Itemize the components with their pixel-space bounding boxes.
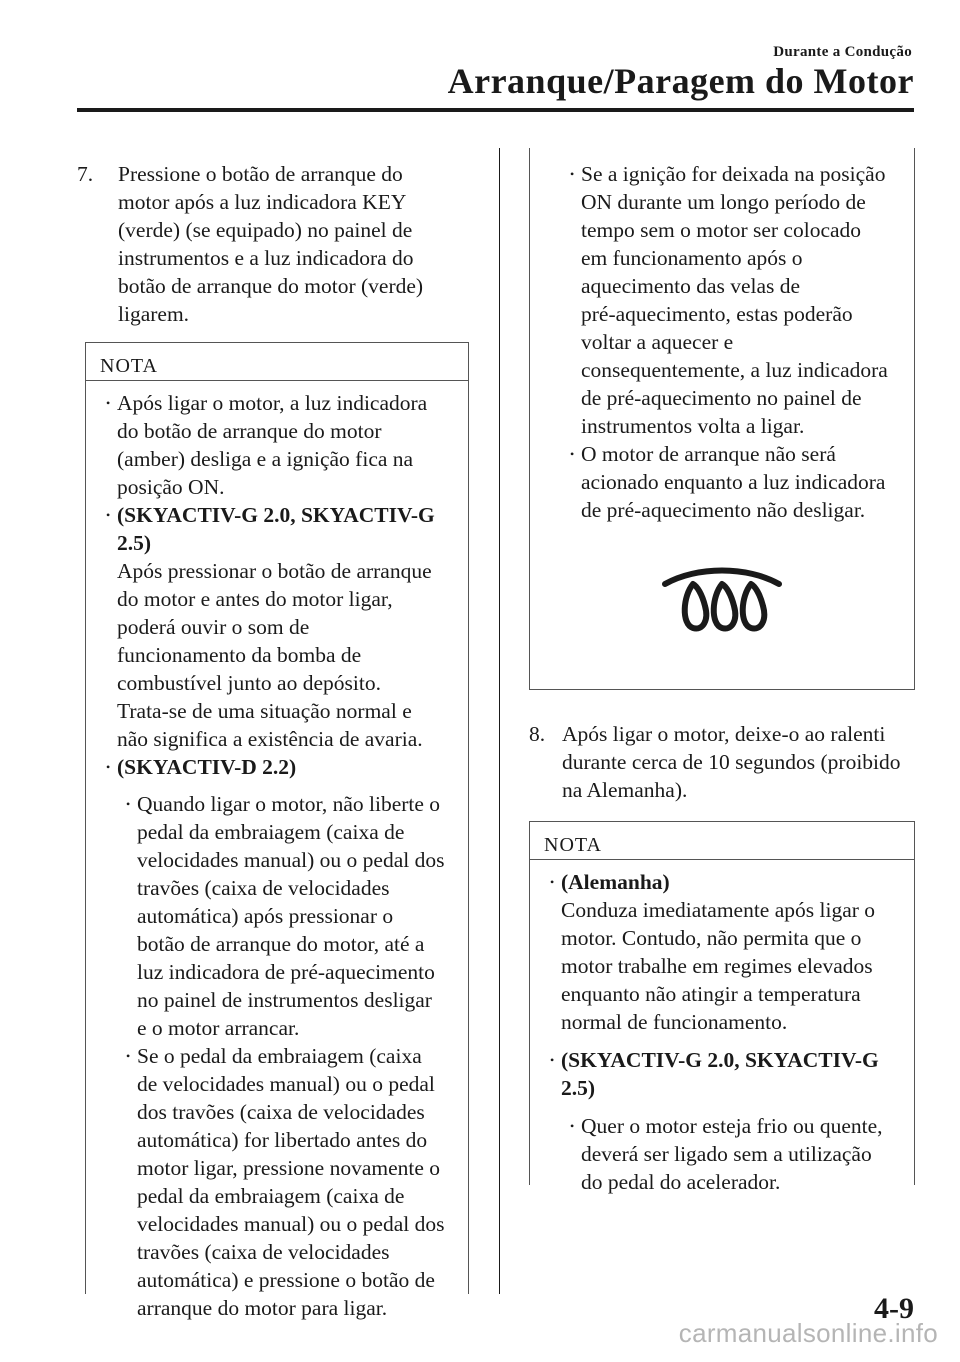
text-line: (amber) desliga e a ignição fica na [117,447,414,471]
note-sub-bullet [530,440,914,524]
text-line: do botão de arranque do motor [117,419,382,443]
text-line: motor após a luz indicadora KEY [118,190,407,214]
text-line: automática) for libertado antes do [137,1128,428,1152]
note-box-continued [529,148,915,690]
column-divider [499,148,500,1294]
bold-line: • (SKYACTIV-G 2.0, SKYACTIV-G [117,503,435,527]
text-line: Após ligar o motor, deixe-o ao ralenti [562,722,886,746]
step-text [118,160,487,328]
text-line: e o motor arrancar. [137,1016,300,1040]
note-sub-bullet [86,790,468,1042]
note-bullet [530,1046,914,1102]
bold-line: • (SKYACTIV-G 2.0, SKYACTIV-G [561,1048,879,1072]
text-line: automática) após pressionar o [137,904,394,928]
bold-line: 2.5) [117,531,152,555]
header-rule [77,108,914,112]
text-line: não significa a existência de avaria. [117,727,423,751]
text-line: tempo sem o motor ser colocado [581,218,862,242]
text-line: na Alemanha). [562,778,688,802]
text-line: automática) e pressione o botão de [137,1268,435,1292]
text-line: pedal da embraiagem (caixa de [137,820,405,844]
note-heading: NOTA [530,822,914,860]
text-line: enquanto não atingir a temperatura [561,982,861,1006]
page-title: Arranque/Paragem do Motor [447,61,914,101]
text-line: do pedal do acelerador. [581,1170,781,1194]
section-label: Durante a Condução [773,44,912,60]
page-number: 4-9 [874,1292,914,1325]
text-line: • Se a ignição for deixada na posição [581,162,886,186]
text-line: Pressione o botão de arranque do [118,162,403,186]
note-sub-bullet [530,160,914,440]
text-line: voltar a aquecer e [581,330,734,354]
step-8 [529,720,929,804]
text-line: pré-aquecimento, estas poderão [581,302,853,326]
text-line: motor. Contudo, não permita que o [561,926,862,950]
text-line: Após pressionar o botão de arranque [117,559,432,583]
text-line: em funcionamento após o [581,246,803,270]
text-line: (verde) (se equipado) no painel de [118,218,413,242]
text-line: • O motor de arranque não será [581,442,836,466]
text-line: pedal da embraiagem (caixa de [137,1184,405,1208]
note-box-right [529,821,915,1194]
note-bullet [86,501,468,753]
text-line: deverá ser ligado sem a utilização [581,1142,872,1166]
text-line: durante cerca de 10 segundos (proibido [562,750,901,774]
text-line: velocidades manual) ou o pedal dos [137,848,445,872]
note-bullet [530,868,914,1036]
bold-line: 2.5) [561,1076,596,1100]
text-line: ligarem. [118,302,190,326]
note-sub-bullet [530,1112,914,1196]
text-line: de velocidades manual) ou o pedal [137,1072,435,1096]
text-line: no painel de instrumentos desligar [137,988,432,1012]
note-bullet [86,753,468,781]
text-line: posição ON. [117,475,225,499]
note-sub-bullet [86,1042,468,1322]
step-text [562,720,929,804]
text-line: travões (caixa de velocidades [137,876,390,900]
text-line: • Após ligar o motor, a luz indicadora [117,391,428,415]
text-line: arranque do motor para ligar. [137,1296,388,1320]
text-line: • Se o pedal da embraiagem (caixa [137,1044,422,1068]
text-line: botão de arranque do motor (verde) [118,274,424,298]
text-line: instrumentos e a luz indicadora do [118,246,414,270]
text-line: • Quer o motor esteja frio ou quente, [581,1114,883,1138]
watermark: carmanualsonline.info [678,1318,938,1348]
text-line: normal de funcionamento. [561,1010,788,1034]
text-line: velocidades manual) ou o pedal dos [137,1212,445,1236]
text-line: dos travões (caixa de velocidades [137,1100,425,1124]
text-line: de pré-aquecimento não desligar. [581,498,866,522]
bold-line: • (Alemanha) [561,870,670,894]
text-line: consequentemente, a luz indicadora [581,358,888,382]
note-heading: NOTA [86,343,468,381]
text-line: botão de arranque do motor, até a [137,932,425,956]
bold-line: • (SKYACTIV-D 2.2) [117,755,297,779]
note-bullet [86,389,468,501]
text-line: luz indicadora de pré-aquecimento [137,960,435,984]
step-number: 7. [77,162,94,186]
text-line: de pré-aquecimento no painel de [581,386,862,410]
step-7 [77,160,487,328]
text-line: motor ligar, pressione novamente o [137,1156,441,1180]
text-line: ON durante um longo período de [581,190,866,214]
glow-plug-indicator-icon [530,564,914,643]
text-line: combustível junto ao depósito. [117,671,381,695]
note-box-left [85,342,469,1320]
text-line: do motor e antes do motor ligar, [117,587,393,611]
text-line: • Quando ligar o motor, não liberte o [137,792,441,816]
step-number: 8. [529,722,546,746]
text-line: motor trabalhe em regimes elevados [561,954,873,978]
text-line: Trata-se de uma situação normal e [117,699,412,723]
text-line: aquecimento das velas de [581,274,801,298]
text-line: acionado enquanto a luz indicadora [581,470,886,494]
text-line: travões (caixa de velocidades [137,1240,390,1264]
text-line: instrumentos volta a ligar. [581,414,805,438]
text-line: funcionamento da bomba de [117,643,362,667]
text-line: poderá ouvir o som de [117,615,310,639]
text-line: Conduza imediatamente após ligar o [561,898,876,922]
